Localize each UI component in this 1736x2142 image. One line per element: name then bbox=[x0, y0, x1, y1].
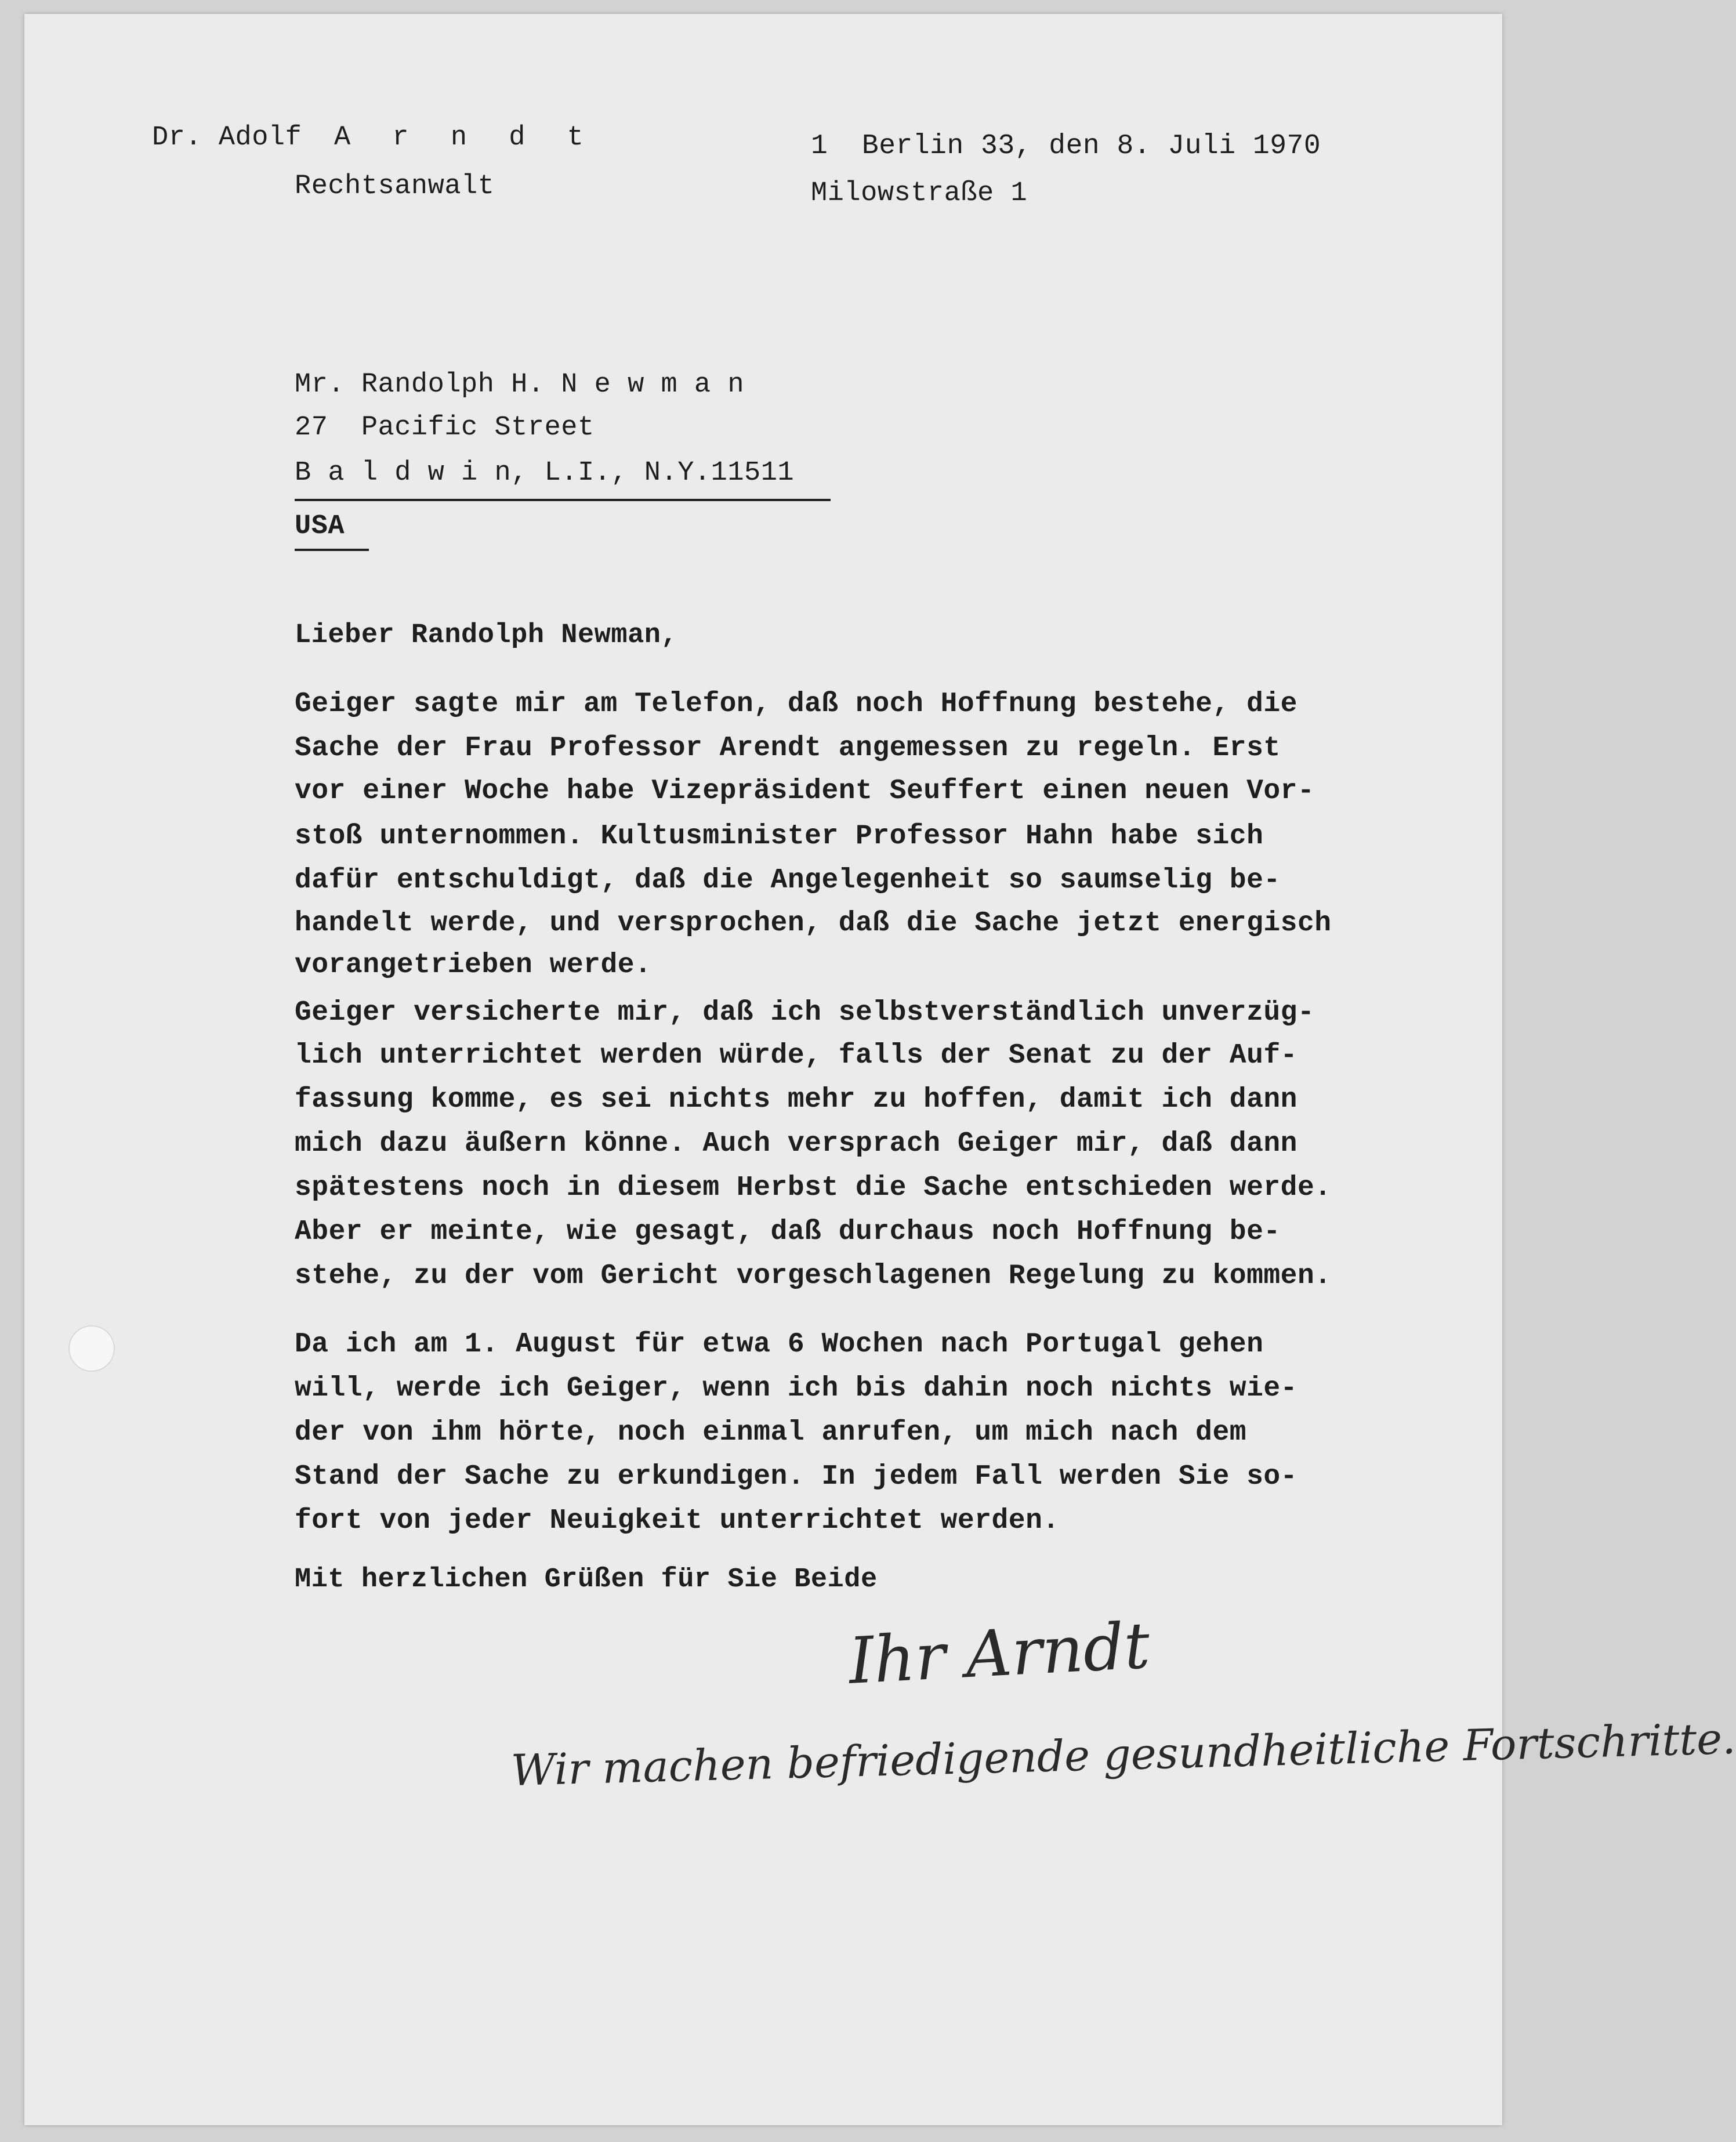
handwritten-note: Wir machen befriedigende gesundheitliche Fortschritte. bbox=[510, 1713, 1736, 1796]
sender-surname: A r n d t bbox=[334, 122, 596, 153]
paragraph-2-line: der von ihm hörte, noch einmal anrufen, um mich nach dem bbox=[295, 1417, 1247, 1448]
paragraph-1-line: stehe, zu der vom Gericht vorgeschlagenen Regelung zu kommen. bbox=[295, 1260, 1332, 1292]
paragraph-1-line: spätestens noch in diesem Herbst die Sache entschieden werde. bbox=[295, 1172, 1332, 1204]
sender-name-prefix: Dr. Adolf bbox=[152, 122, 302, 153]
sender-street: Milowstraße 1 bbox=[811, 178, 1028, 209]
paragraph-1-line: Geiger versicherte mir, daß ich selbstverständlich unverzüg- bbox=[295, 997, 1315, 1028]
sender-profession: Rechtsanwalt bbox=[295, 171, 495, 202]
punch-hole bbox=[68, 1325, 115, 1372]
paragraph-1-line: fassung komme, es sei nichts mehr zu hoffen, damit ich dann bbox=[295, 1084, 1298, 1115]
paragraph-1-line: mich dazu äußern könne. Auch versprach Geiger mir, daß dann bbox=[295, 1128, 1298, 1159]
place-date: 1 Berlin 33, den 8. Juli 1970 bbox=[811, 131, 1321, 162]
paragraph-1-line: Aber er meinte, wie gesagt, daß durchaus noch Hoffnung be- bbox=[295, 1216, 1281, 1248]
signature: Ihr Arndt bbox=[847, 1608, 1152, 1698]
paragraph-2-line: Stand der Sache zu erkundigen. In jedem Fall werden Sie so- bbox=[295, 1461, 1298, 1492]
paragraph-1-line: lich unterrichtet werden würde, falls der Senat zu der Auf- bbox=[295, 1040, 1298, 1071]
paragraph-2-line: Da ich am 1. August für etwa 6 Wochen nach Portugal gehen bbox=[295, 1329, 1264, 1360]
city-underline bbox=[295, 499, 831, 501]
paragraph-1-line: vor einer Woche habe Vizepräsident Seuffert einen neuen Vor- bbox=[295, 775, 1315, 807]
paragraph-1-line: dafür entschuldigt, daß die Angelegenheit so saumselig be- bbox=[295, 865, 1281, 896]
recipient-street: 27 Pacific Street bbox=[295, 412, 595, 443]
closing: Mit herzlichen Grüßen für Sie Beide bbox=[295, 1564, 878, 1595]
recipient-name: Mr. Randolph H. N e w m a n bbox=[295, 369, 745, 400]
paragraph-2-line: will, werde ich Geiger, wenn ich bis dahin noch nichts wie- bbox=[295, 1373, 1298, 1404]
paragraph-1-line: handelt werde, und versprochen, daß die Sache jetzt energisch bbox=[295, 908, 1332, 939]
paragraph-1-line: Geiger sagte mir am Telefon, daß noch Hoffnung bestehe, die bbox=[295, 688, 1298, 720]
country-underline bbox=[295, 549, 369, 551]
paragraph-2-line: fort von jeder Neuigkeit unterrichtet werden. bbox=[295, 1505, 1060, 1536]
paragraph-1-line: Sache der Frau Professor Arendt angemessen zu regeln. Erst bbox=[295, 733, 1281, 764]
paragraph-1-line: vorangetrieben werde. bbox=[295, 949, 652, 981]
recipient-country: USA bbox=[295, 511, 345, 542]
paragraph-1-line: stoß unternommen. Kultusminister Professor Hahn habe sich bbox=[295, 821, 1264, 852]
salutation: Lieber Randolph Newman, bbox=[295, 620, 678, 651]
recipient-city: B a l d w i n, L.I., N.Y.11511 bbox=[295, 458, 795, 488]
